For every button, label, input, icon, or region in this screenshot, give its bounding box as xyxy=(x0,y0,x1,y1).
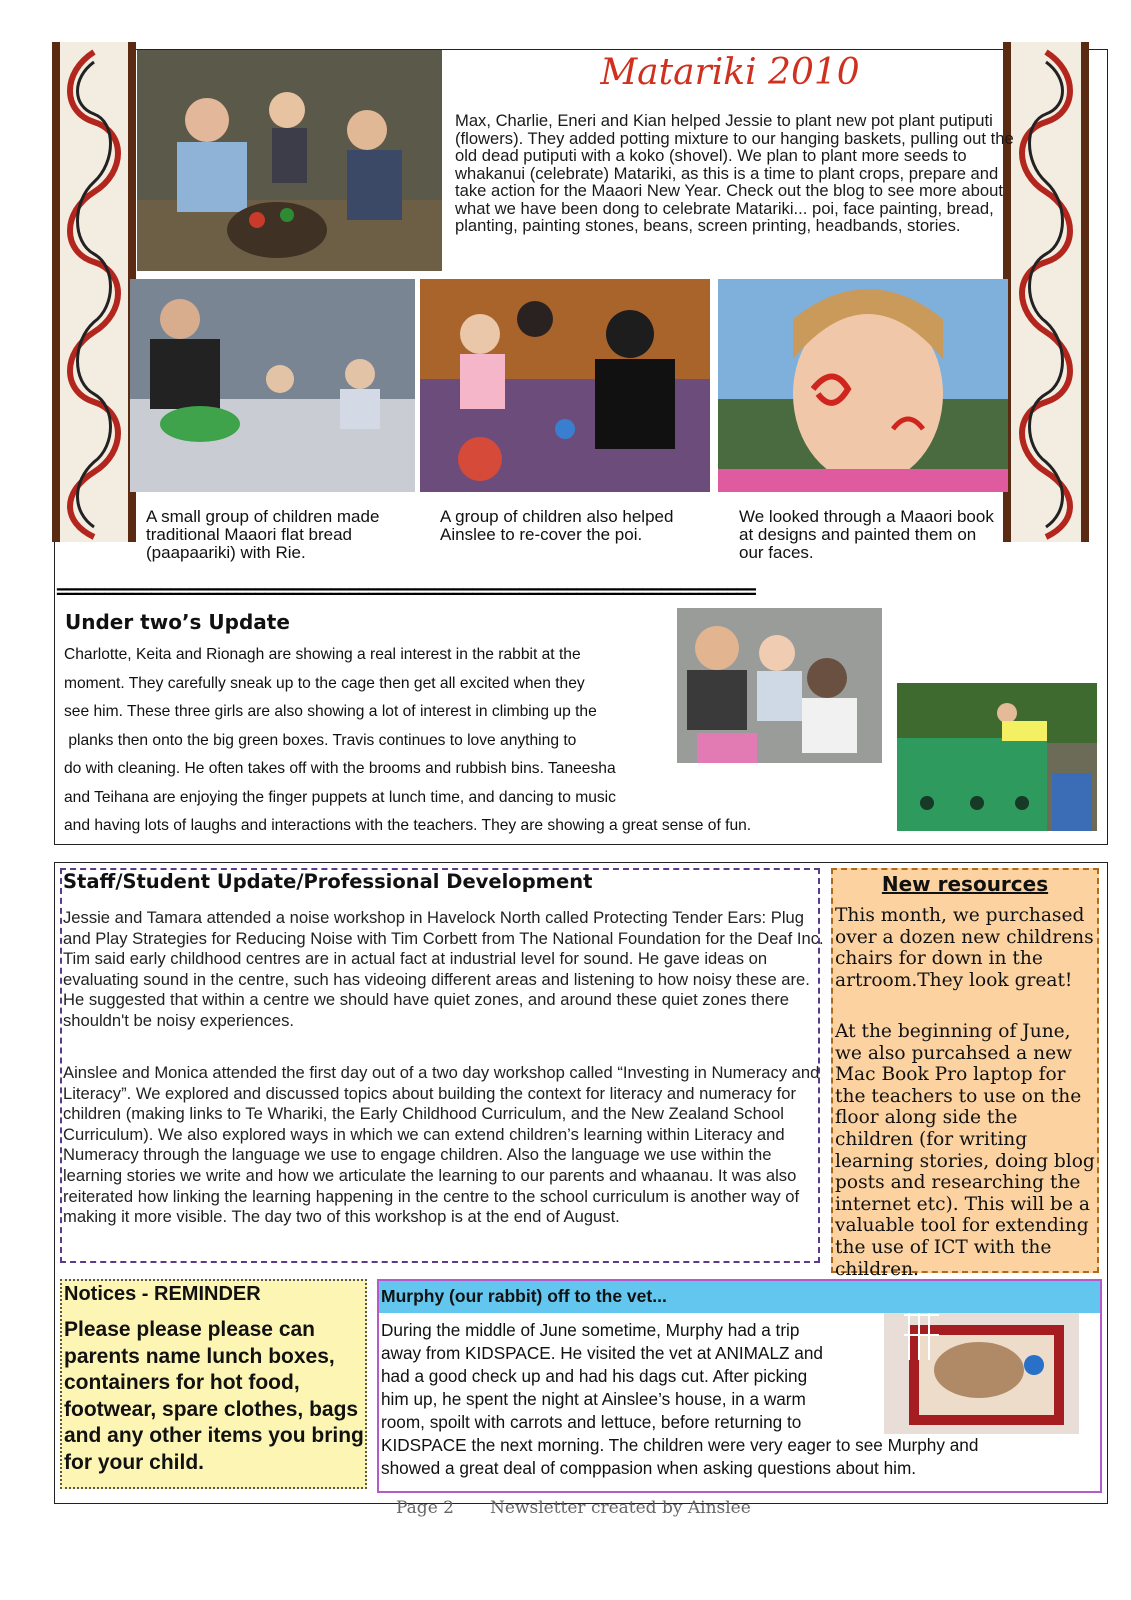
staff-paragraph-2: Ainslee and Monica attended the first day out of a two day workshop called “Investing in Numeracy and Literacy”. We explored and discussed topics about building the context for literacy and numeracy for children (making links to Te Whariki, the Early Childhood Curriculum, and the New Zealand School Curriculum). We also explored ways in which we can extend children’s learning within Literacy and Numeracy through the language we use to engage children. Also the language we use within the learning stories we write and how we articulate the learning to our parents and whaanau. It was also reiterated how linking the learning happening in the centre to the school curriculum is another way of making it more visible. The day two of this workshop is at the end of August. xyxy=(63,1063,820,1227)
under-two-line: Charlotte, Keita and Rionagh are showing a real interest in the rabbit at the xyxy=(64,646,581,663)
resources-paragraph-2: At the beginning of June, we also purcahsed a new Mac Book Pro laptop for the teachers to use on the floor along side the children (for writing learning stories, doing blog posts and researching the internet etc). This will be a valuable tool for extending the use of ICT with the children. xyxy=(835,1021,1095,1280)
caption-poi: A group of children also helped Ainslee to re-cover the poi. xyxy=(440,507,674,544)
under-two-body xyxy=(64,641,914,841)
under-two-line: and Teihana are enjoying the finger puppets at lunch time, and dancing to music xyxy=(64,788,616,806)
caption-flatbread: A small group of children made traditional Maaori flat bread (paapaariki) with Rie. xyxy=(146,507,380,562)
caption-face-painting: We looked through a Maaori book at designs and painted them on our faces. xyxy=(739,507,994,562)
under-two-line: moment. They carefully sneak up to the cage then get all excited when they xyxy=(64,674,585,692)
footer-credit: Newsletter created by Ainslee xyxy=(489,1498,751,1518)
under-two-line: planks then onto the big green boxes. Travis continues to love anything to xyxy=(64,731,577,749)
murphy-line: showed a great deal of comppasion when asking questions about him. xyxy=(381,1458,917,1478)
face-painting-photo xyxy=(718,279,1008,492)
under-two-photo-2 xyxy=(897,683,1097,831)
notices-title: Notices - REMINDER xyxy=(64,1283,261,1305)
resources-paragraph-1: This month, we purchased over a dozen new childrens chairs for down in the artroom.They look great! xyxy=(835,905,1094,991)
page-footer xyxy=(396,1498,751,1518)
under-two-line: see him. These three girls are also showing a lot of interest in climbing up the xyxy=(64,703,597,720)
murphy-line: had a good check up and had his dags cut. After picking xyxy=(381,1366,808,1386)
koru-border-left xyxy=(52,42,136,542)
under-two-title: Under two’s Update xyxy=(65,610,290,634)
under-two-line: and having lots of laughs and interactions with the teachers. They are showing a great sense of fun. xyxy=(64,817,752,834)
planting-photo xyxy=(137,50,442,271)
murphy-line: him up, he spent the night at Ainslee’s house, in a warm xyxy=(381,1389,806,1409)
page-number: Page 2 xyxy=(396,1498,454,1518)
poi-photo xyxy=(420,279,710,492)
under-two-line: do with cleaning. He often takes off with the brooms and rubbish bins. Taneesha xyxy=(64,760,616,777)
section-divider: ========================================================================== xyxy=(56,580,755,603)
flatbread-photo xyxy=(130,279,415,492)
murphy-line: KIDSPACE the next morning. The children were very eager to see Murphy and xyxy=(381,1435,979,1455)
notices-body: Please please please can parents name lunch boxes, containers for hot food, footwear, spare clothes, bags and any other items you bring for your child. xyxy=(64,1318,364,1474)
matariki-title: Matariki 2010 xyxy=(600,52,860,93)
murphy-line: away from KIDSPACE. He visited the vet at ANIMALZ and xyxy=(381,1343,823,1363)
murphy-title: Murphy (our rabbit) off to the vet... xyxy=(381,1286,667,1306)
new-resources-title: New resources xyxy=(881,872,1049,896)
murphy-line: room, spoilt with carrots and lettuce, before returning to xyxy=(381,1412,802,1432)
staff-update-title: Staff/Student Update/Professional Development xyxy=(63,870,593,893)
murphy-line: During the middle of June sometime, Murphy had a trip xyxy=(381,1320,800,1340)
staff-paragraph-1: Jessie and Tamara attended a noise workshop in Havelock North called Protecting Tender Ears: Plug and Play Strategies for Reducing Noise with Tim Corbett from The National Foundation for the Deaf Inc. Tim said early childhood centres are in actual fact at industrial level for sound. He gave ideas on evaluating sound in the centre, such has videoing different areas and listening to how noisy these are. He suggested that within a centre we should have quiet zones, and around these quiet zones there shouldn't be noisy experiences. xyxy=(63,908,824,1030)
matariki-intro: Max, Charlie, Eneri and Kian helped Jessie to plant new pot plant putiputi (flowers). They added potting mixture to our hanging baskets, pulling out the old dead putiputi with a koko (shovel). We plan to plant more seeds to whakanui (celebrate) Matariki, as this is a time to plant crops, prepare and take action for the Maaori New Year. Check out the blog to see more about what we have been dong to celebrate Matariki... poi, face painting, bread, planting, painting stones, beans, screen printing, headbands, stories. xyxy=(455,111,1014,235)
